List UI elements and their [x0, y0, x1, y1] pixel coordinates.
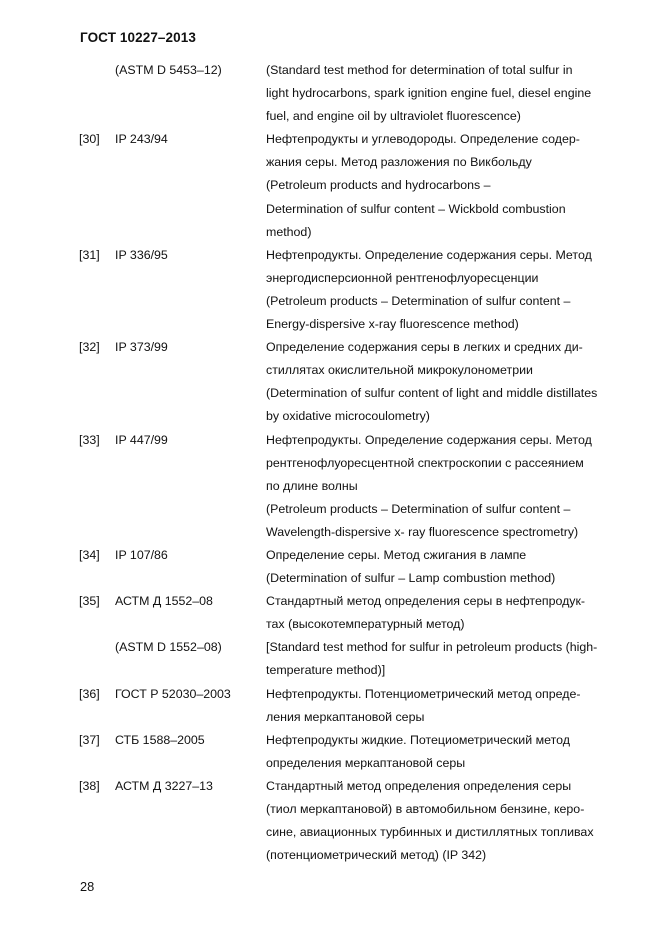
description-line: fuel, and engine oil by ultraviolet fluorescence) — [266, 109, 521, 124]
description-line: определения меркаптановой серы — [266, 755, 466, 770]
reference-description — [266, 683, 626, 729]
reference-entry — [0, 636, 661, 682]
reference-entry — [0, 544, 661, 590]
description-line: Wavelength-dispersive x- ray fluorescence spectrometry) — [266, 524, 579, 539]
reference-number: [32] — [79, 340, 100, 355]
description-line: стиллятах окислительной микрокулонометрии — [266, 363, 533, 378]
reference-number: [35] — [79, 594, 100, 609]
description-line: рентгенофлуоресцентной спектроскопии с рассеянием — [266, 455, 584, 470]
description-line: Нефтепродукты жидкие. Потециометрический метод — [266, 732, 570, 747]
reference-description — [266, 429, 626, 544]
reference-number: [31] — [79, 247, 100, 262]
description-line: Нефтепродукты. Определение содержания серы. Метод — [266, 432, 592, 447]
description-line: Нефтепродукты. Определение содержания серы. Метод — [266, 247, 592, 262]
reference-code: АСТМ Д 1552–08 — [115, 594, 213, 609]
description-line: Определение содержания серы в легких и средних ди- — [266, 340, 583, 355]
reference-code: ГОСТ Р 52030–2003 — [115, 686, 231, 701]
reference-code: IP 373/99 — [115, 340, 168, 355]
reference-description — [266, 590, 626, 636]
reference-code: IP 107/86 — [115, 547, 168, 562]
reference-code: (ASTM D 5453–12) — [115, 63, 222, 77]
reference-description — [266, 775, 626, 867]
reference-description — [266, 636, 626, 682]
description-line: сине, авиационных турбинных и дистиллятных топливах — [266, 825, 594, 840]
description-line: энергодисперсионной рентгенофлуоресценции — [266, 270, 539, 285]
description-line: (Determination of sulfur – Lamp combustion method) — [266, 571, 556, 586]
reference-entry — [0, 729, 661, 775]
description-line: (Petroleum products – Determination of sulfur content – — [266, 501, 571, 516]
description-line: Нефтепродукты и углеводороды. Определение содер- — [266, 132, 580, 147]
reference-code: IP 336/95 — [115, 247, 168, 262]
description-line: (тиол меркаптановой) в автомобильном бензине, керо- — [266, 802, 585, 816]
description-line: by oxidative microcoulometry) — [266, 409, 430, 424]
reference-code: (ASTM D 1552–08) — [115, 640, 222, 655]
reference-number: [37] — [79, 732, 100, 747]
description-line: по длине волны — [266, 478, 358, 493]
reference-number: [30] — [79, 132, 100, 147]
reference-code: IP 447/99 — [115, 432, 168, 447]
reference-description — [266, 59, 626, 128]
reference-number: [34] — [79, 547, 100, 562]
reference-entry — [0, 775, 661, 867]
reference-code: СТБ 1588–2005 — [115, 732, 205, 747]
description-line: Нефтепродукты. Потенциометрический метод опреде- — [266, 686, 581, 701]
references-list — [0, 59, 661, 867]
page-number: 28 — [80, 879, 95, 894]
reference-entry — [0, 336, 661, 428]
description-line: (Petroleum products – Determination of sulfur content – — [266, 293, 571, 308]
reference-number: [33] — [79, 432, 100, 447]
reference-description — [266, 729, 626, 775]
reference-entry — [0, 429, 661, 544]
reference-number: [38] — [79, 778, 100, 793]
reference-entry — [0, 590, 661, 636]
reference-entry — [0, 59, 661, 128]
reference-description — [266, 336, 626, 428]
reference-entry — [0, 244, 661, 336]
reference-code: IP 243/94 — [115, 132, 168, 147]
description-line: жания серы. Метод разложения по Викбольду — [266, 155, 532, 170]
description-line: [Standard test method for sulfur in petroleum products (high- — [266, 640, 598, 655]
description-line: (Standard test method for determination of total sulfur in — [266, 63, 573, 77]
description-line: light hydrocarbons, spark ignition engine fuel, diesel engine — [266, 86, 592, 101]
reference-code: АСТМ Д 3227–13 — [115, 778, 213, 793]
description-line: Стандартный метод определения серы в нефтепродук- — [266, 594, 586, 609]
reference-entry — [0, 128, 661, 243]
description-line: ления меркаптановой серы — [266, 709, 425, 724]
description-line: Стандартный метод определения определения серы — [266, 778, 572, 793]
description-line: (Petroleum products and hydrocarbons – — [266, 178, 491, 193]
description-line: Energy-dispersive x-ray fluorescence method) — [266, 317, 519, 332]
reference-description — [266, 128, 626, 243]
reference-description — [266, 244, 626, 336]
reference-number: [36] — [79, 686, 100, 701]
description-line: (потенциометрический метод) (IP 342) — [266, 848, 487, 863]
page-header-title: ГОСТ 10227–2013 — [80, 30, 196, 45]
reference-entry — [0, 683, 661, 729]
description-line: temperature method)] — [266, 663, 386, 678]
description-line: Determination of sulfur content – Wickbold combustion — [266, 201, 566, 216]
description-line: method) — [266, 224, 312, 239]
description-line: Определение серы. Метод сжигания в лампе — [266, 547, 527, 562]
description-line: тах (высокотемпературный метод) — [266, 617, 465, 632]
description-line: (Determination of sulfur content of light and middle distillates — [266, 386, 598, 401]
reference-description — [266, 544, 626, 590]
